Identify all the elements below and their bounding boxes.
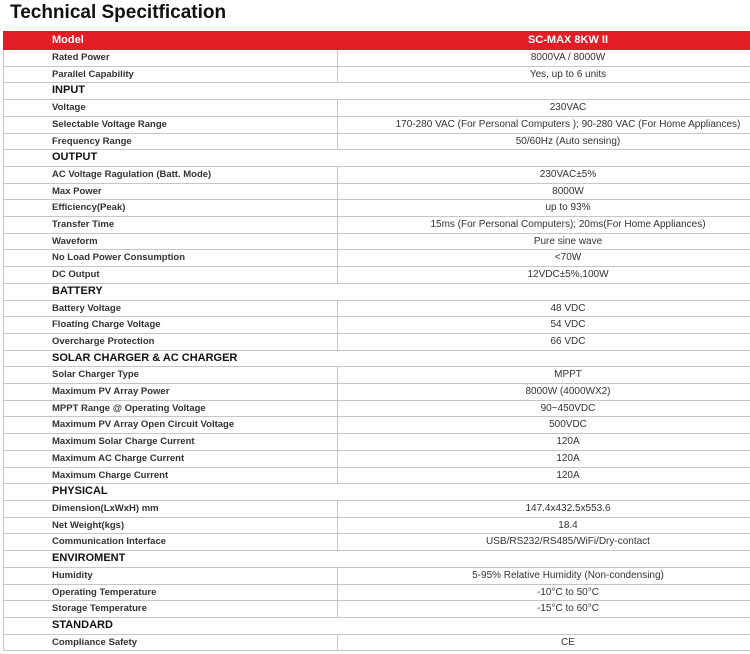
section-heading: SOLAR CHARGER & AC CHARGER xyxy=(4,350,750,367)
spec-value: 15ms (For Personal Computers); 20ms(For Home Appliances) xyxy=(338,217,750,234)
spec-label: Communication Interface xyxy=(4,534,338,551)
table-row xyxy=(4,183,750,200)
spec-value: 8000W xyxy=(338,183,750,200)
spec-label: Waveform xyxy=(4,233,338,250)
table-row xyxy=(4,467,750,484)
table-row xyxy=(4,534,750,551)
table-row xyxy=(4,584,750,601)
spec-value: -10°C to 50°C xyxy=(338,584,750,601)
spec-label: Net Weight(kgs) xyxy=(4,517,338,534)
section-row xyxy=(4,617,750,634)
spec-value: 120A xyxy=(338,450,750,467)
table-row xyxy=(4,601,750,618)
spec-value: up to 93% xyxy=(338,200,750,217)
spec-value: 48 VDC xyxy=(338,300,750,317)
table-row xyxy=(4,250,750,267)
section-row xyxy=(4,83,750,100)
page-title: Technical Specitfication xyxy=(10,2,227,23)
table-row xyxy=(4,166,750,183)
spec-table xyxy=(3,31,750,651)
spec-value: 66 VDC xyxy=(338,333,750,350)
spec-label: DC Output xyxy=(4,267,338,284)
spec-value: 170-280 VAC (For Personal Computers ); 90-280 VAC (For Home Appliances) xyxy=(338,116,750,133)
table-row xyxy=(4,384,750,401)
table-row xyxy=(4,333,750,350)
spec-label: Storage Temperature xyxy=(4,601,338,618)
table-row xyxy=(4,417,750,434)
table-row xyxy=(4,367,750,384)
table-row xyxy=(4,300,750,317)
spec-value: 12VDC±5%,100W xyxy=(338,267,750,284)
spec-value: Pure sine wave xyxy=(338,233,750,250)
spec-value: 500VDC xyxy=(338,417,750,434)
table-row xyxy=(4,50,750,67)
table-row xyxy=(4,634,750,651)
header-label: Model xyxy=(4,32,338,50)
spec-label: Maximum PV Array Power xyxy=(4,384,338,401)
section-row xyxy=(4,484,750,501)
spec-label: Overcharge Protection xyxy=(4,333,338,350)
table-row xyxy=(4,200,750,217)
section-heading: STANDARD xyxy=(4,617,750,634)
spec-value: 230VAC±5% xyxy=(338,166,750,183)
section-row xyxy=(4,150,750,167)
table-row xyxy=(4,400,750,417)
spec-value: 230VAC xyxy=(338,100,750,117)
section-heading: BATTERY xyxy=(4,283,750,300)
spec-value: 147.4x432.5x553.6 xyxy=(338,500,750,517)
spec-label: Maximum Charge Current xyxy=(4,467,338,484)
table-row xyxy=(4,217,750,234)
spec-value: 120A xyxy=(338,434,750,451)
spec-label: AC Voltage Ragulation (Batt. Mode) xyxy=(4,166,338,183)
section-heading: OUTPUT xyxy=(4,150,750,167)
table-row xyxy=(4,517,750,534)
spec-label: Floating Charge Voltage xyxy=(4,317,338,334)
spec-label: Humidity xyxy=(4,567,338,584)
section-row xyxy=(4,283,750,300)
table-row xyxy=(4,233,750,250)
table-row xyxy=(4,116,750,133)
spec-value: 8000VA / 8000W xyxy=(338,50,750,67)
spec-value: 5-95% Relative Humidity (Non-condensing) xyxy=(338,567,750,584)
section-row xyxy=(4,350,750,367)
spec-label: MPPT Range @ Operating Voltage xyxy=(4,400,338,417)
spec-value: MPPT xyxy=(338,367,750,384)
spec-label: Frequency Range xyxy=(4,133,338,150)
spec-label: Max Power xyxy=(4,183,338,200)
spec-label: Compliance Safety xyxy=(4,634,338,651)
spec-label: Parallel Capability xyxy=(4,66,338,83)
spec-label: No Load Power Consumption xyxy=(4,250,338,267)
table-row xyxy=(4,100,750,117)
spec-label: Maximum AC Charge Current xyxy=(4,450,338,467)
spec-value: Yes, up to 6 units xyxy=(338,66,750,83)
table-row xyxy=(4,500,750,517)
spec-label: Maximum Solar Charge Current xyxy=(4,434,338,451)
spec-label: Efficiency(Peak) xyxy=(4,200,338,217)
spec-label: Voltage xyxy=(4,100,338,117)
spec-label: Battery Voltage xyxy=(4,300,338,317)
spec-value: -15°C to 60°C xyxy=(338,601,750,618)
table-row xyxy=(4,133,750,150)
spec-value: 54 VDC xyxy=(338,317,750,334)
spec-value: 90~450VDC xyxy=(338,400,750,417)
section-heading: INPUT xyxy=(4,83,750,100)
spec-value: 8000W (4000WX2) xyxy=(338,384,750,401)
spec-value: <70W xyxy=(338,250,750,267)
section-heading: PHYSICAL xyxy=(4,484,750,501)
spec-label: Rated Power xyxy=(4,50,338,67)
table-row xyxy=(4,450,750,467)
table-row xyxy=(4,434,750,451)
spec-label: Solar Charger Type xyxy=(4,367,338,384)
spec-value: USB/RS232/RS485/WiFi/Dry-contact xyxy=(338,534,750,551)
table-row xyxy=(4,567,750,584)
section-heading: ENVIROMENT xyxy=(4,551,750,568)
spec-label: Dimension(LxWxH) mm xyxy=(4,500,338,517)
table-header-row xyxy=(4,32,750,50)
section-row xyxy=(4,551,750,568)
table-row xyxy=(4,66,750,83)
spec-value: 18.4 xyxy=(338,517,750,534)
spec-value: 120A xyxy=(338,467,750,484)
spec-value: CE xyxy=(338,634,750,651)
table-row xyxy=(4,317,750,334)
spec-value: 50/60Hz (Auto sensing) xyxy=(338,133,750,150)
header-model-value: SC-MAX 8KW II xyxy=(338,32,750,50)
spec-label: Maximum PV Array Open Circuit Voltage xyxy=(4,417,338,434)
spec-label: Selectable Voltage Range xyxy=(4,116,338,133)
spec-label: Operating Temperature xyxy=(4,584,338,601)
spec-label: Transfer Time xyxy=(4,217,338,234)
table-row xyxy=(4,267,750,284)
